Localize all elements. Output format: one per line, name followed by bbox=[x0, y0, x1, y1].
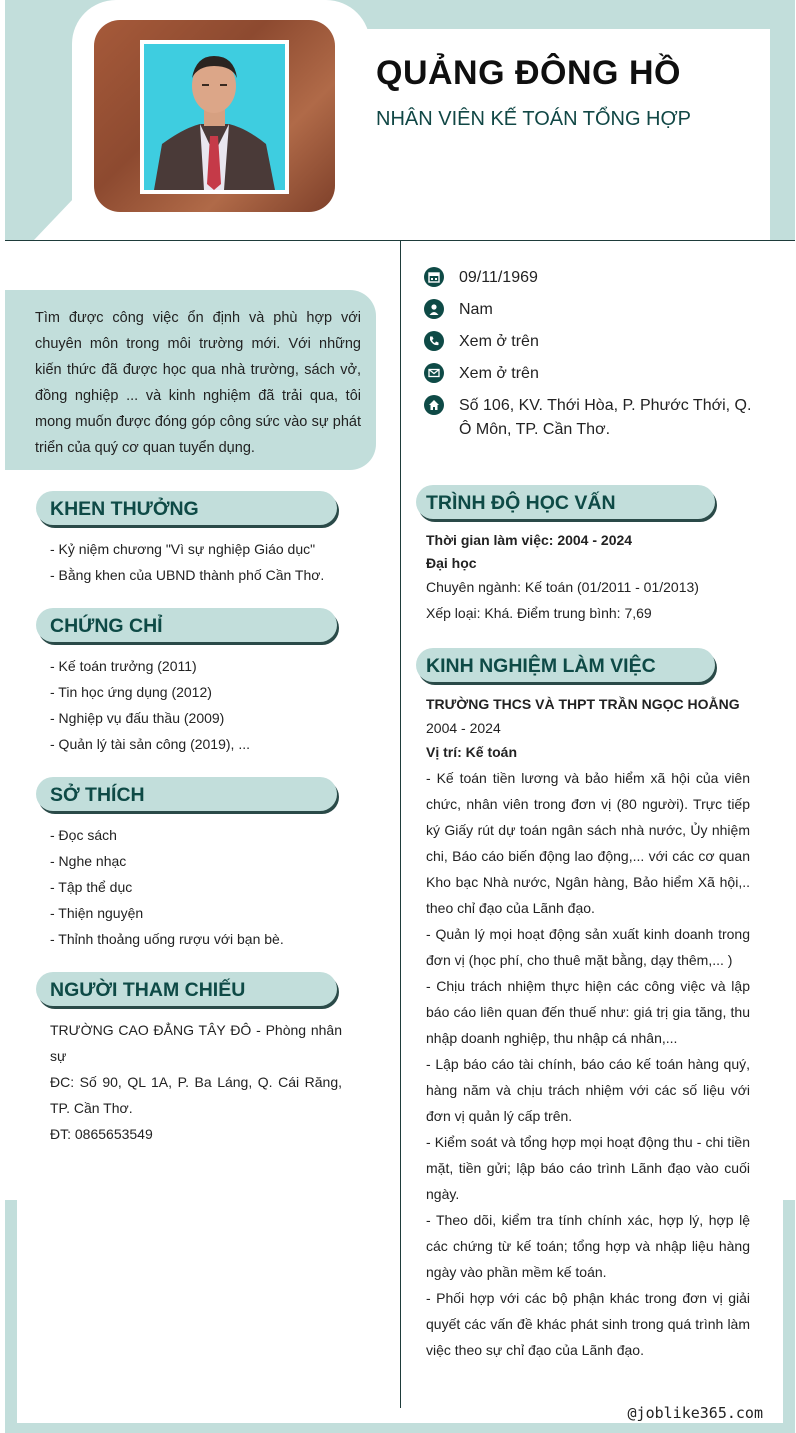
mail-icon bbox=[424, 363, 444, 383]
awards-list bbox=[50, 536, 350, 588]
info-phone bbox=[424, 330, 539, 354]
experience-duty: - Phối hợp với các bộ phận khác trong đơn vị giải quyết các vấn đề khác phát sinh trong quá trình làm việc theo sự chỉ đạo của Lãnh đạo. bbox=[426, 1290, 750, 1358]
section-title-references: NGƯỜI THAM CHIẾU bbox=[36, 972, 337, 1006]
list-item: - Tập thể dục bbox=[50, 879, 133, 895]
frame-bottom bbox=[5, 1423, 795, 1433]
career-objective: Tìm được công việc ổn định và phù hợp với chuyên môn trong môi trường mới. Với những kiến thức đã được học qua nhà trường, sách vở, đồng nghiệp ... và kinh nghiệm đã trải qua, tôi mong muốn được đóng góp công sức vào sự phát triển của quý cơ quan tuyển dụng. bbox=[5, 290, 376, 470]
list-item: - Quản lý tài sản công (2019), ... bbox=[50, 736, 250, 752]
section-title-experience: KINH NGHIỆM LÀM VIỆC bbox=[416, 648, 715, 682]
address-value: Số 106, KV. Thới Hòa, P. Phước Thới, Q. Ô Môn, TP. Cần Thơ. bbox=[459, 397, 752, 438]
certificates-list bbox=[50, 653, 350, 757]
section-title-hobbies: SỞ THÍCH bbox=[36, 777, 337, 811]
section-title-awards: KHEN THƯỞNG bbox=[36, 491, 337, 525]
list-item: - Nghiệp vụ đấu thầu (2009) bbox=[50, 710, 225, 726]
frame-left bbox=[5, 1200, 17, 1433]
list-item: - Thỉnh thoảng uống rượu với bạn bè. bbox=[50, 931, 284, 947]
hobbies-list bbox=[50, 822, 350, 952]
info-address bbox=[424, 394, 754, 442]
experience-company: TRƯỜNG THCS VÀ THPT TRẦN NGỌC HOẰNG bbox=[426, 696, 740, 712]
email-value: Xem ở trên bbox=[459, 365, 539, 382]
education-major: Chuyên ngành: Kế toán (01/2011 - 01/2013) bbox=[426, 579, 699, 595]
portrait-figure bbox=[144, 44, 285, 190]
education-details bbox=[426, 528, 750, 626]
list-item: - Nghe nhạc bbox=[50, 853, 127, 869]
experience-duty: - Kế toán tiền lương và bảo hiểm xã hội của viên chức, nhân viên trong đơn vị (80 người). Trực tiếp ký Giấy rút dự toán ngân sách nhà nước, Ủy nhiệm chi, Báo cáo biến động lao động,... với các cơ quan Kho bạc Nhà nước, Ngân hàng, Bảo hiểm Xã hội,.. theo chỉ đạo của Lãnh đạo. bbox=[426, 770, 750, 916]
experience-duty: - Kiểm soát và tổng hợp mọi hoạt động thu - chi tiền mặt, tiền gửi; lập báo cáo trình Lãnh đạo vào cuối ngày. bbox=[426, 1134, 750, 1202]
experience-duty: - Quản lý mọi hoạt động sản xuất kinh doanh trong đơn vị (học phí, cho thuê mặt bằng, dạy thêm,... ) bbox=[426, 926, 750, 968]
job-title: NHÂN VIÊN KẾ TOÁN TỔNG HỢP bbox=[376, 108, 691, 130]
user-icon bbox=[424, 299, 444, 319]
avatar-portrait bbox=[144, 44, 285, 190]
gender-value: Nam bbox=[459, 301, 493, 318]
experience-details bbox=[426, 692, 750, 1363]
list-item: ĐT: 0865653549 bbox=[50, 1126, 153, 1142]
experience-duty: - Theo dõi, kiểm tra tính chính xác, hợp lý, hợp lệ các chứng từ kế toán; tổng hợp và nhập liệu hàng ngày vào phần mềm kế toán. bbox=[426, 1212, 750, 1280]
education-period: Thời gian làm việc: 2004 - 2024 bbox=[426, 532, 633, 548]
phone-value: Xem ở trên bbox=[459, 333, 539, 350]
avatar-frame bbox=[140, 40, 289, 194]
header-tail bbox=[34, 198, 74, 240]
list-item: - Bằng khen của UBND thành phố Cần Thơ. bbox=[50, 567, 325, 583]
education-grade: Xếp loại: Khá. Điểm trung bình: 7,69 bbox=[426, 605, 652, 621]
experience-position: Vị trí: Kế toán bbox=[426, 744, 518, 760]
section-title-certificates: CHỨNG CHỈ bbox=[36, 608, 337, 642]
experience-duty: - Chịu trách nhiệm thực hiện các công việc và lập báo cáo liên quan đến thuế như: giá trị gia tăng, thu nhập doanh nghiệp, thu nhập cá nhân,... bbox=[426, 978, 750, 1046]
calendar-icon bbox=[424, 267, 444, 287]
info-birthday bbox=[424, 266, 538, 290]
references-list bbox=[50, 1017, 342, 1147]
experience-period: 2004 - 2024 bbox=[426, 720, 501, 736]
frame-right bbox=[783, 1200, 795, 1433]
list-item: - Đọc sách bbox=[50, 827, 117, 843]
birthday-value: 09/11/1969 bbox=[459, 269, 538, 286]
education-degree: Đại học bbox=[426, 555, 477, 571]
info-gender bbox=[424, 298, 493, 322]
watermark: @joblike365.com bbox=[627, 1404, 763, 1422]
list-item: - Thiện nguyện bbox=[50, 905, 144, 921]
column-divider bbox=[400, 241, 401, 1408]
avatar bbox=[94, 20, 335, 212]
home-icon bbox=[424, 395, 444, 415]
list-item: - Tin học ứng dụng (2012) bbox=[50, 684, 212, 700]
experience-duty: - Lập báo cáo tài chính, báo cáo kế toán hàng quý, hàng năm và chịu trách nhiệm với các số liệu với đơn vị quản lý cấp trên. bbox=[426, 1056, 750, 1124]
list-item: - Kế toán trưởng (2011) bbox=[50, 658, 197, 674]
info-email bbox=[424, 362, 539, 386]
list-item: TRƯỜNG CAO ĐẲNG TÂY ĐÔ - Phòng nhân sự bbox=[50, 1022, 342, 1064]
list-item: - Kỷ niệm chương "Vì sự nghiệp Giáo dục" bbox=[50, 541, 316, 557]
section-title-education: TRÌNH ĐỘ HỌC VẤN bbox=[416, 485, 715, 519]
candidate-name: QUẢNG ĐÔNG HỒ bbox=[376, 54, 681, 92]
phone-icon bbox=[424, 331, 444, 351]
list-item: ĐC: Số 90, QL 1A, P. Ba Láng, Q. Cái Răng, TP. Cần Thơ. bbox=[50, 1074, 342, 1116]
